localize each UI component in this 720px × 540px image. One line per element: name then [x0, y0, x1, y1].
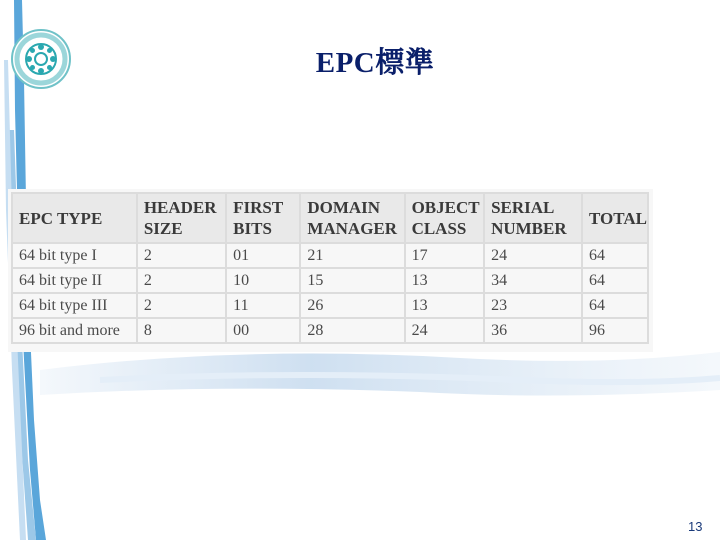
table-cell: 64 bit type II: [12, 268, 137, 293]
header-domain-manager: DOMAIN MANAGER: [300, 193, 404, 243]
table-cell: 11: [226, 293, 300, 318]
table-cell: 64 bit type III: [12, 293, 137, 318]
header-serial-number: SERIAL NUMBER: [484, 193, 582, 243]
table-row: [12, 268, 648, 293]
table-cell: 8: [137, 318, 226, 343]
table-cell: 10: [226, 268, 300, 293]
table-cell: 36: [484, 318, 582, 343]
table-cell: 96: [582, 318, 648, 343]
table-cell: 17: [405, 243, 485, 268]
table-header-row: [12, 193, 648, 243]
table-cell: 2: [137, 243, 226, 268]
table-cell: 13: [405, 293, 485, 318]
epc-table-container: [8, 189, 653, 352]
header-object-class: OBJECT CLASS: [405, 193, 485, 243]
table-cell: 23: [484, 293, 582, 318]
table-row: [12, 318, 648, 343]
table-cell: 2: [137, 268, 226, 293]
table-cell: 24: [484, 243, 582, 268]
table-cell: 28: [300, 318, 404, 343]
table-cell: 34: [484, 268, 582, 293]
table-cell: 64: [582, 268, 648, 293]
epc-types-table: [11, 192, 649, 344]
table-cell: 24: [405, 318, 485, 343]
table-cell: 64: [582, 293, 648, 318]
table-cell: 64: [582, 243, 648, 268]
table-cell: 13: [405, 268, 485, 293]
table-cell: 15: [300, 268, 404, 293]
table-cell: 2: [137, 293, 226, 318]
table-row: [12, 243, 648, 268]
header-first-bits: FIRST BITS: [226, 193, 300, 243]
table-cell: 00: [226, 318, 300, 343]
header-header-size: HEADER SIZE: [137, 193, 226, 243]
slide-title: EPC標準: [315, 47, 435, 79]
header-total: TOTAL: [582, 193, 648, 243]
table-cell: 21: [300, 243, 404, 268]
table-cell: 01: [226, 243, 300, 268]
table-row: [12, 293, 648, 318]
page-number: 13: [688, 519, 703, 534]
table-cell: 26: [300, 293, 404, 318]
table-cell: 64 bit type I: [12, 243, 137, 268]
header-epc-type: EPC TYPE: [12, 193, 137, 243]
table-cell: 96 bit and more: [12, 318, 137, 343]
